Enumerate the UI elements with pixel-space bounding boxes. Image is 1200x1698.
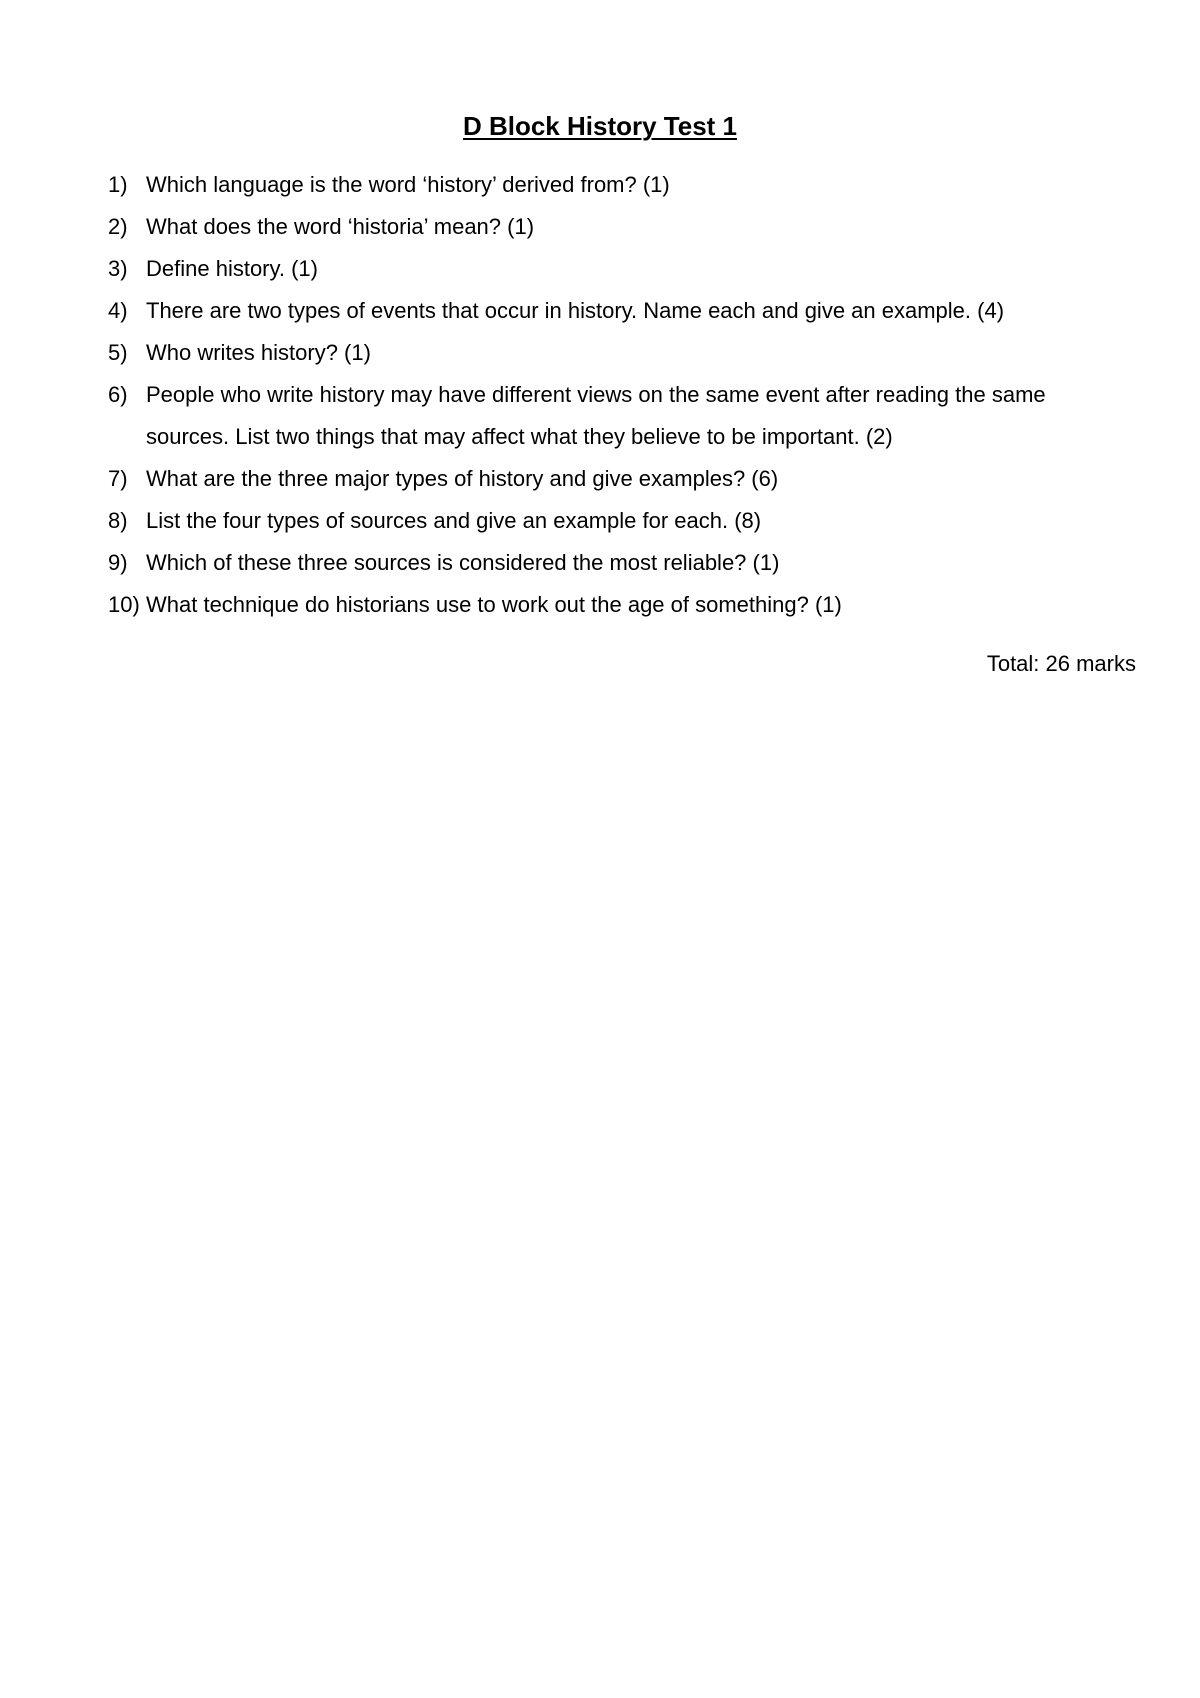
question-item <box>108 584 1108 626</box>
question-text: List the four types of sources and give an example for each. (8) <box>146 508 762 533</box>
question-text: Which language is the word ‘history’ derived from? (1) <box>146 172 670 197</box>
question-item <box>108 164 1108 206</box>
question-text: Define history. (1) <box>146 256 318 281</box>
question-item <box>108 374 1108 458</box>
question-text: Which of these three sources is considered the most reliable? (1) <box>146 550 780 575</box>
question-number: 2) <box>108 214 128 239</box>
question-number: 1) <box>108 172 128 197</box>
question-number: 8) <box>108 508 128 533</box>
question-text: Who writes history? (1) <box>146 340 371 365</box>
question-item <box>108 458 1108 500</box>
question-item <box>108 206 1108 248</box>
question-list <box>108 164 1108 626</box>
question-number: 5) <box>108 340 128 365</box>
question-text: What does the word ‘historia’ mean? (1) <box>146 214 535 239</box>
question-text: What technique do historians use to work out the age of something? (1) <box>146 592 842 617</box>
question-number: 6) <box>108 382 128 407</box>
page-title: D Block History Test 1 <box>462 111 738 141</box>
question-number: 4) <box>108 298 128 323</box>
question-item <box>108 332 1108 374</box>
question-text: People who write history may have different views on the same event after reading the same sources. List two things that may affect what they believe to be important. (2) <box>146 382 1046 449</box>
question-item <box>108 248 1108 290</box>
question-number: 10) <box>108 592 140 617</box>
question-text: What are the three major types of history and give examples? (6) <box>146 466 779 491</box>
question-number: 3) <box>108 256 128 281</box>
question-item <box>108 500 1108 542</box>
question-number: 9) <box>108 550 128 575</box>
question-item <box>108 542 1108 584</box>
question-item <box>108 290 1108 332</box>
total-marks: Total: 26 marks <box>986 651 1136 676</box>
question-text: There are two types of events that occur in history. Name each and give an example. (4) <box>146 298 1005 323</box>
question-number: 7) <box>108 466 128 491</box>
